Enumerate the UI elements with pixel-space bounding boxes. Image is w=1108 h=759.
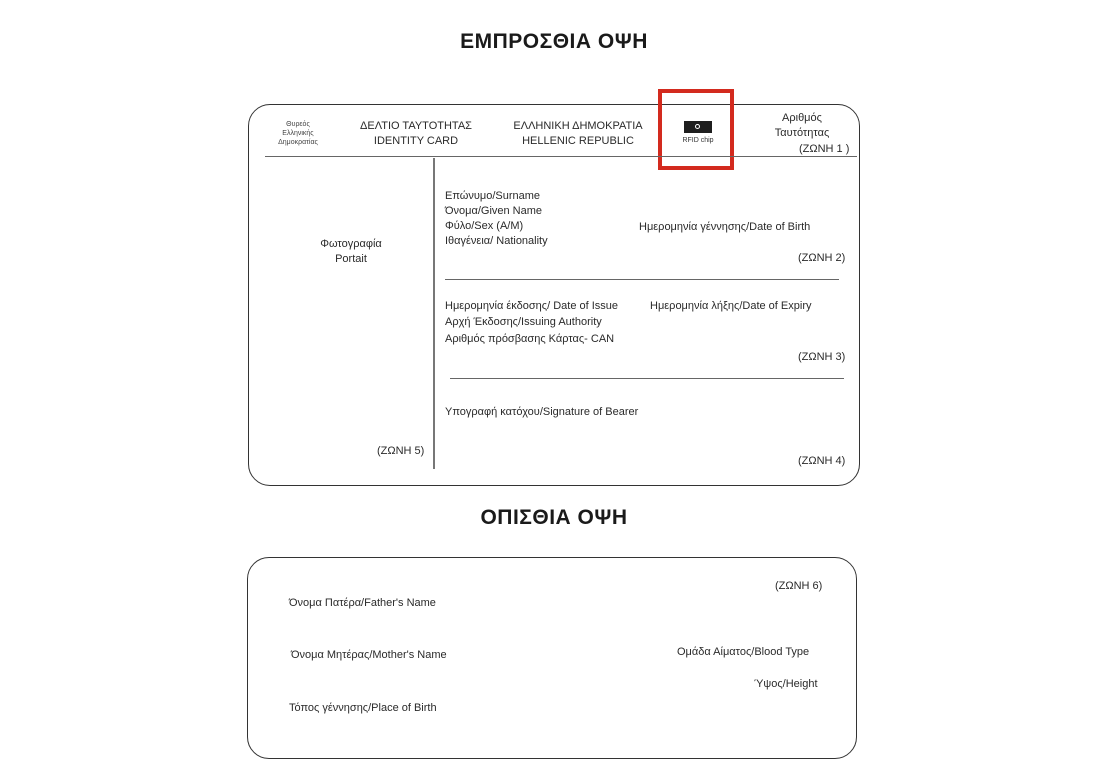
zone2-fields: Επώνυμο/Surname Όνομα/Given Name Φύλο/Sex (A/M) Ιθαγένεια/ Nationality (445, 190, 548, 247)
blood-type-label: Ομάδα Αίματος/Blood Type (677, 646, 810, 658)
card-number-label: Αριθμός Ταυτότητας (774, 112, 830, 139)
signature-label: Υπογραφή κατόχου/Signature of Bearer (445, 406, 639, 418)
date-of-issue-label: Ημερομηνία έκδοσης/ Date of Issue (445, 300, 619, 312)
zone3-label: (ΖΩΝΗ 3) (798, 351, 846, 363)
zone6-label: (ΖΩΝΗ 6) (775, 580, 823, 592)
photo-placeholder: Φωτογραφία Portait (320, 238, 382, 265)
rfid-chip-label: RFID chip (682, 137, 714, 144)
place-of-birth-label: Τόπος γέννησης/Place of Birth (289, 702, 437, 714)
mother-name-label: Όνομα Μητέρας/Mother's Name (291, 649, 447, 661)
zone2-divider (445, 279, 839, 280)
zone2-label: (ΖΩΝΗ 2) (798, 252, 846, 264)
emblem-placeholder: Θυρεός Ελληνικής Δημοκρατίας (278, 121, 318, 146)
front-view-title: ΕΜΠΡΟΣΘΙΑ ΟΨΗ (460, 30, 648, 53)
zone1-label: (ΖΩΝΗ 1 ) (799, 143, 850, 155)
header-divider (265, 156, 857, 157)
date-of-birth-label: Ημερομηνία γέννησης/Date of Birth (639, 221, 811, 233)
height-label: Ύψος/Height (754, 678, 818, 690)
front-card (248, 104, 860, 486)
republic-name: ΕΛΛΗΝΙΚΗ ΔΗΜΟΚΡΑΤΙΑ HELLENIC REPUBLIC (513, 120, 643, 147)
card-title: ΔΕΛΤΙΟ ΤΑΥΤΟΤΗΤΑΣ IDENTITY CARD (360, 120, 472, 147)
back-view-title: ΟΠΙΣΘΙΑ ΟΨΗ (480, 506, 628, 529)
can-label: Αριθμός πρόσβασης Κάρτας- CAN (445, 333, 615, 345)
issuing-authority-label: Αρχή Έκδοσης/Issuing Authority (445, 316, 602, 328)
photo-divider (433, 158, 435, 469)
date-of-expiry-label: Ημερομηνία λήξης/Date of Expiry (650, 300, 812, 312)
zone3-divider (450, 378, 844, 379)
zone5-label: (ΖΩΝΗ 5) (377, 445, 425, 457)
father-name-label: Όνομα Πατέρα/Father's Name (289, 597, 436, 609)
rfid-highlight-box (658, 89, 734, 170)
zone4-label: (ΖΩΝΗ 4) (798, 455, 846, 467)
